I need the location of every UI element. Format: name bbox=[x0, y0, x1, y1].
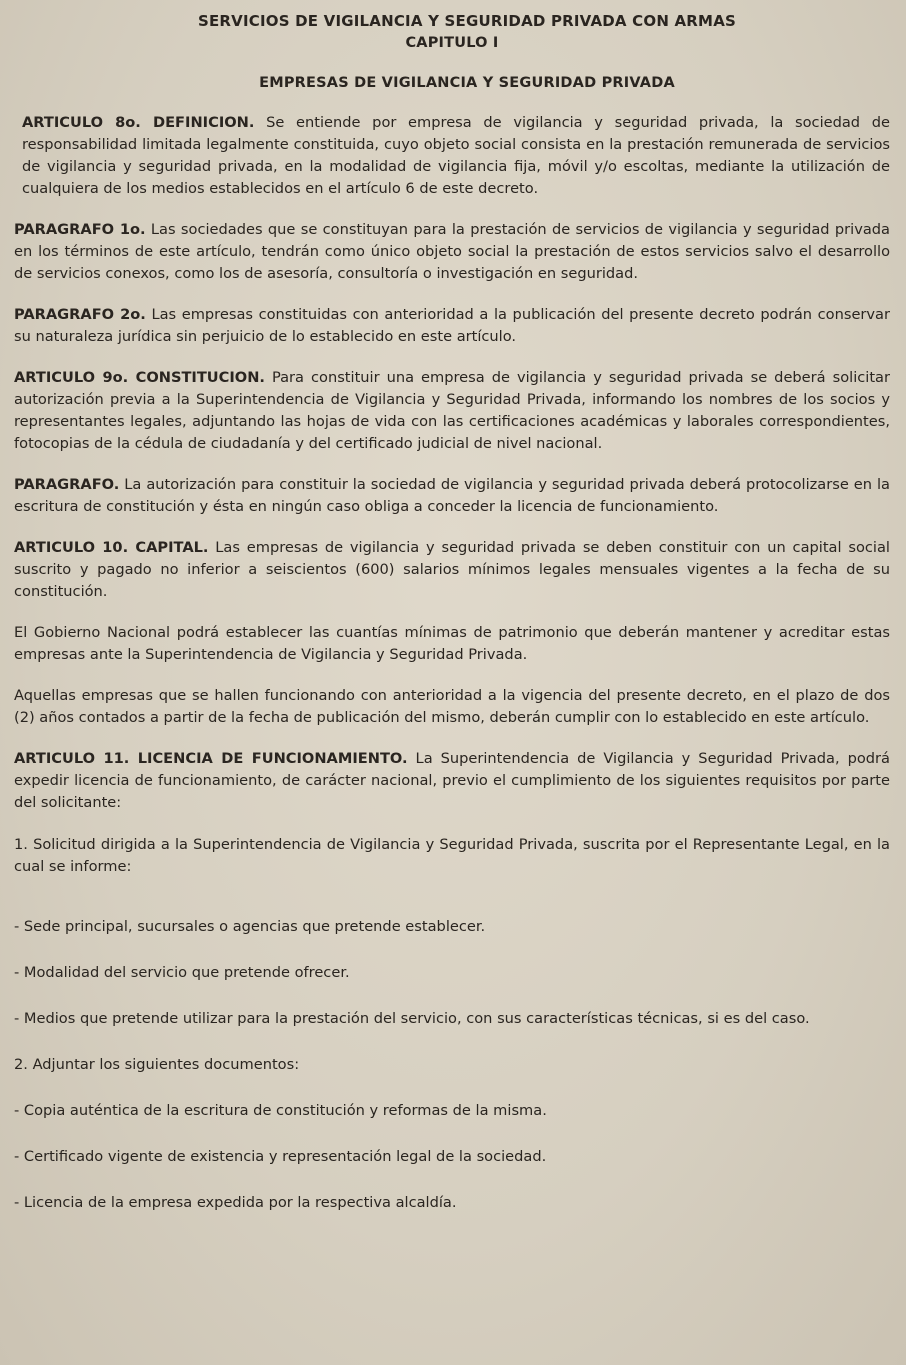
article-11-text: La Superintendencia de Vigilancia y Seguridad Privada, podrá expedir licencia de funcionamiento, de carácter nacional, previo el cumplimiento de los siguientes requisitos por parte del solicitante: bbox=[14, 750, 890, 811]
article-9-paragraph-text: La autorización para constituir la sociedad de vigilancia y seguridad privada deberá protocolizarse en la escritura de constitución y ésta en ningún caso obliga a conceder la licencia de funcionamiento. bbox=[14, 476, 890, 515]
requirement-2-item: - Certificado vigente de existencia y representación legal de la sociedad. bbox=[14, 1148, 547, 1165]
paragraph-1-heading: PARAGRAFO 1o. bbox=[14, 221, 146, 238]
article-9-text: Para constituir una empresa de vigilancia y seguridad privada se deberá solicitar autorización previa a la Superintendencia de Vigilancia y Seguridad Privada, informando los nombres de los socios y representantes legales, adjuntando las hojas de vida con las certificaciones académicas y laborales correspondientes, fotocopias de la cédula de ciudadanía y del certificado judicial de nivel nacional. bbox=[14, 369, 890, 452]
article-9 bbox=[14, 367, 890, 455]
paragraph-1 bbox=[14, 219, 890, 285]
article-9-heading: ARTICULO 9o. CONSTITUCION. bbox=[14, 369, 265, 386]
requirement-2-item: - Licencia de la empresa expedida por la respectiva alcaldía. bbox=[14, 1194, 457, 1211]
paragraph-2 bbox=[14, 304, 890, 348]
requirement-1-item: - Sede principal, sucursales o agencias que pretende establecer. bbox=[14, 918, 486, 935]
article-10-heading: ARTICULO 10. CAPITAL. bbox=[14, 539, 209, 556]
article-8-heading: ARTICULO 8o. DEFINICION. bbox=[22, 114, 255, 131]
requirement-2-item: - Copia auténtica de la escritura de constitución y reformas de la misma. bbox=[14, 1102, 547, 1119]
article-11-heading: ARTICULO 11. LICENCIA DE FUNCIONAMIENTO. bbox=[14, 750, 408, 767]
requirement-1-item: - Modalidad del servicio que pretende ofrecer. bbox=[14, 964, 350, 981]
paragraph-2-text: Las empresas constituidas con anterioridad a la publicación del presente decreto podrán conservar su naturaleza jurídica sin perjuicio de lo establecido en este artículo. bbox=[14, 306, 891, 345]
article-10-patrimony: El Gobierno Nacional podrá establecer las cuantías mínimas de patrimonio que deberán mantener y acreditar estas empresas ante la Superintendencia de Vigilancia y Seguridad Privada. bbox=[14, 624, 890, 663]
article-8-text: Se entiende por empresa de vigilancia y seguridad privada, la sociedad de responsabilidad limitada legalmente constituida, cuyo objeto social consista en la prestación remunerada de servicios de vigilancia y seguridad privada, en la modalidad de vigilancia fija, móvil y/o escoltas, mediante la utilización de cualquiera de los medios establecidos en el artículo 6 de este decreto. bbox=[22, 114, 891, 197]
article-9-paragraph bbox=[14, 474, 890, 518]
requirement-1-item: - Medios que pretende utilizar para la prestación del servicio, con sus características técnicas, si es del caso. bbox=[14, 1010, 810, 1027]
requirement-1: 1. Solicitud dirigida a la Superintendencia de Vigilancia y Seguridad Privada, suscrita por el Representante Legal, en la cual se informe: bbox=[14, 836, 890, 875]
article-10-transition: Aquellas empresas que se hallen funcionando con anterioridad a la vigencia del presente decreto, en el plazo de dos (2) años contados a partir de la fecha de publicación del mismo, deberán cumplir con lo establecido en este artículo. bbox=[14, 687, 890, 726]
article-10 bbox=[14, 537, 890, 603]
paragraph-1-text: Las sociedades que se constituyan para la prestación de servicios de vigilancia y seguridad privada en los términos de este artículo, tendrán como único objeto social la prestación de estos servicios salvo el desarrollo de servicios conexos, como los de asesoría, consultoría o investigación en seguridad. bbox=[14, 221, 890, 282]
article-9-paragraph-heading: PARAGRAFO. bbox=[14, 476, 120, 493]
section-heading: EMPRESAS DE VIGILANCIA Y SEGURIDAD PRIVADA bbox=[259, 75, 675, 91]
document-title: SERVICIOS DE VIGILANCIA Y SEGURIDAD PRIVADA CON ARMAS bbox=[197, 12, 737, 30]
chapter-heading: CAPITULO I bbox=[405, 35, 499, 51]
article-10-text: Las empresas de vigilancia y seguridad privada se deben constituir con un capital social suscrito y pagado no inferior a seiscientos (600) salarios mínimos legales mensuales vigentes a la fecha de su constitución. bbox=[14, 539, 890, 600]
article-8 bbox=[22, 112, 890, 200]
paragraph-2-heading: PARAGRAFO 2o. bbox=[14, 306, 146, 323]
requirement-2: 2. Adjuntar los siguientes documentos: bbox=[14, 1056, 300, 1073]
article-11 bbox=[14, 748, 890, 814]
document-page bbox=[14, 10, 890, 1214]
